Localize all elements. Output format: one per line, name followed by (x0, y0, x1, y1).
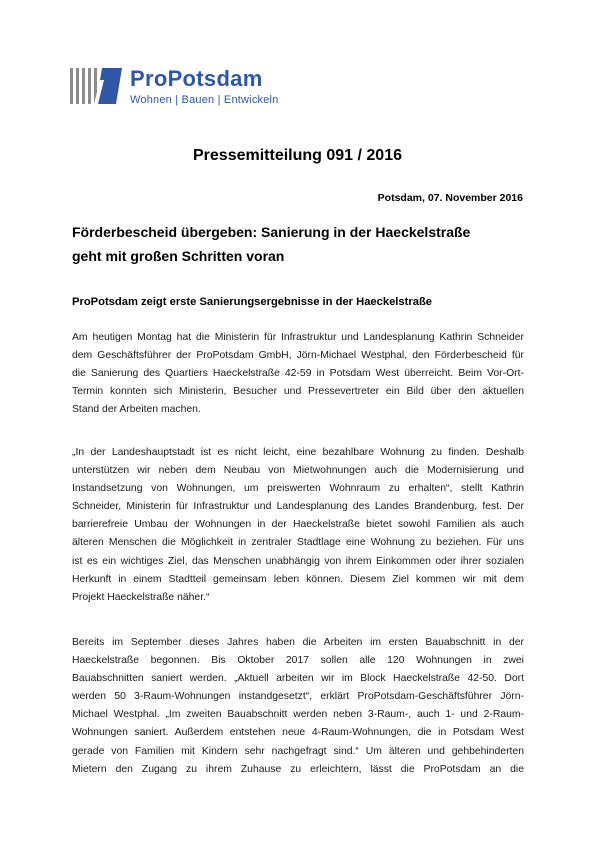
paragraph-line: „In der Landeshauptstadt ist es nicht leicht, eine bezahlbare Wohnung zu finden. Deshalb (72, 447, 524, 458)
headline-line: geht mit großen Schritten voran (72, 248, 285, 264)
paragraph-construction (72, 634, 524, 779)
paragraph-line: dem Geschäftsführer der ProPotsdam GmbH, Jörn-Michael Westphal, den Förderbescheid für (72, 350, 524, 362)
headline (72, 220, 532, 268)
press-release-title: Pressemitteilung 091 / 2016 (193, 147, 402, 164)
paragraph-line: Schneider, Ministerin für Infrastruktur und Landesplanung des Landes Brandenburg, fest. Der (72, 501, 524, 513)
paragraph-line: Wohnungen saniert. Außerdem entstehen neue 4-Raum-Wohnungen, die in Potsdam West (72, 727, 524, 739)
paragraph-line: Stand der Arbeiten machen. (72, 404, 201, 416)
paragraph-line: gerade von Familien mit Kindern sehr nachgefragt sind.“ Um älteren und gehbehinderten (72, 745, 524, 757)
paragraph-line: Herkunft in einem Stadtteil gemeinsam leben können. Diesem Ziel kommen wir mit dem (72, 573, 524, 585)
headline-line: Förderbescheid übergeben: Sanierung in der Haeckelstraße (72, 224, 471, 240)
paragraph-line: werden 50 3-Raum-Wohnungen instandgesetzt“, erklärt ProPotsdam-Geschäftsführer Jörn- (72, 691, 524, 703)
subheadline: ProPotsdam zeigt erste Sanierungsergebnisse in der Haeckelstraße (72, 296, 432, 308)
paragraph-line: Instandsetzung von Wohnungen, um preiswerten Wohnraum zu erhalten“, stellt Kathrin (72, 483, 524, 495)
brand-tagline: Wohnen | Bauen | Entwickeln (130, 94, 279, 106)
paragraph-line: barrierefreie Umbau der Wohnungen in der Haeckelstraße bietet sowohl Familien als auch (72, 519, 524, 531)
brand-name: ProPotsdam (130, 66, 263, 91)
paragraph-line: Am heutigen Montag hat die Ministerin für Infrastruktur und Landesplanung Kathrin Schneider (72, 332, 524, 343)
paragraph-line: die Sanierung des Quartiers Haeckelstraße 42-59 in Potsdam West überreicht. Beim Vor-Ort- (72, 368, 524, 380)
paragraph-line: Michael Westphal. „Im zweiten Bauabschnitt werden neben 3-Raum-, auch 1- und 2-Raum- (72, 709, 524, 721)
paragraph-line: ist es ein wichtiges Ziel, das Menschen unabhängig von ihrem Einkommen oder ihrer sozialen (72, 555, 524, 567)
paragraph-quote (72, 444, 524, 607)
paragraph-intro (72, 329, 524, 419)
paragraph-line: Bauabschnitten saniert werden. „Aktuell arbeiten wir im Block Haeckelstraße 42-50. Dort (72, 673, 524, 685)
logo-mark-icon (70, 66, 128, 110)
dateline: Potsdam, 07. November 2016 (377, 192, 523, 204)
propotsdam-logo (70, 66, 290, 116)
paragraph-line: Termin konnten sich Ministerin, Besucher und Pressevertreter ein Bild über den aktuellen (72, 386, 524, 398)
paragraph-line: Projekt Haeckelstraße näher.“ (72, 591, 210, 603)
paragraph-line: Mietern den Zugang zu ihrem Zuhause zu erleichtern, lässt die ProPotsdam an die (72, 763, 524, 775)
paragraph-line: unterstützen wir neben dem Neubau von Mietwohnungen auch die Modernisierung und (72, 465, 524, 477)
paragraph-line: Haeckelstraße begonnen. Bis Oktober 2017 sollen alle 120 Wohnungen in zwei (72, 655, 524, 667)
paragraph-line: Bereits im September dieses Jahres haben die Arbeiten im ersten Bauabschnitt in der (72, 637, 524, 648)
paragraph-line: älteren Menschen die Möglichkeit in zentraler Stadtlage eine Wohnung zu beziehen. Für uns (72, 537, 524, 549)
